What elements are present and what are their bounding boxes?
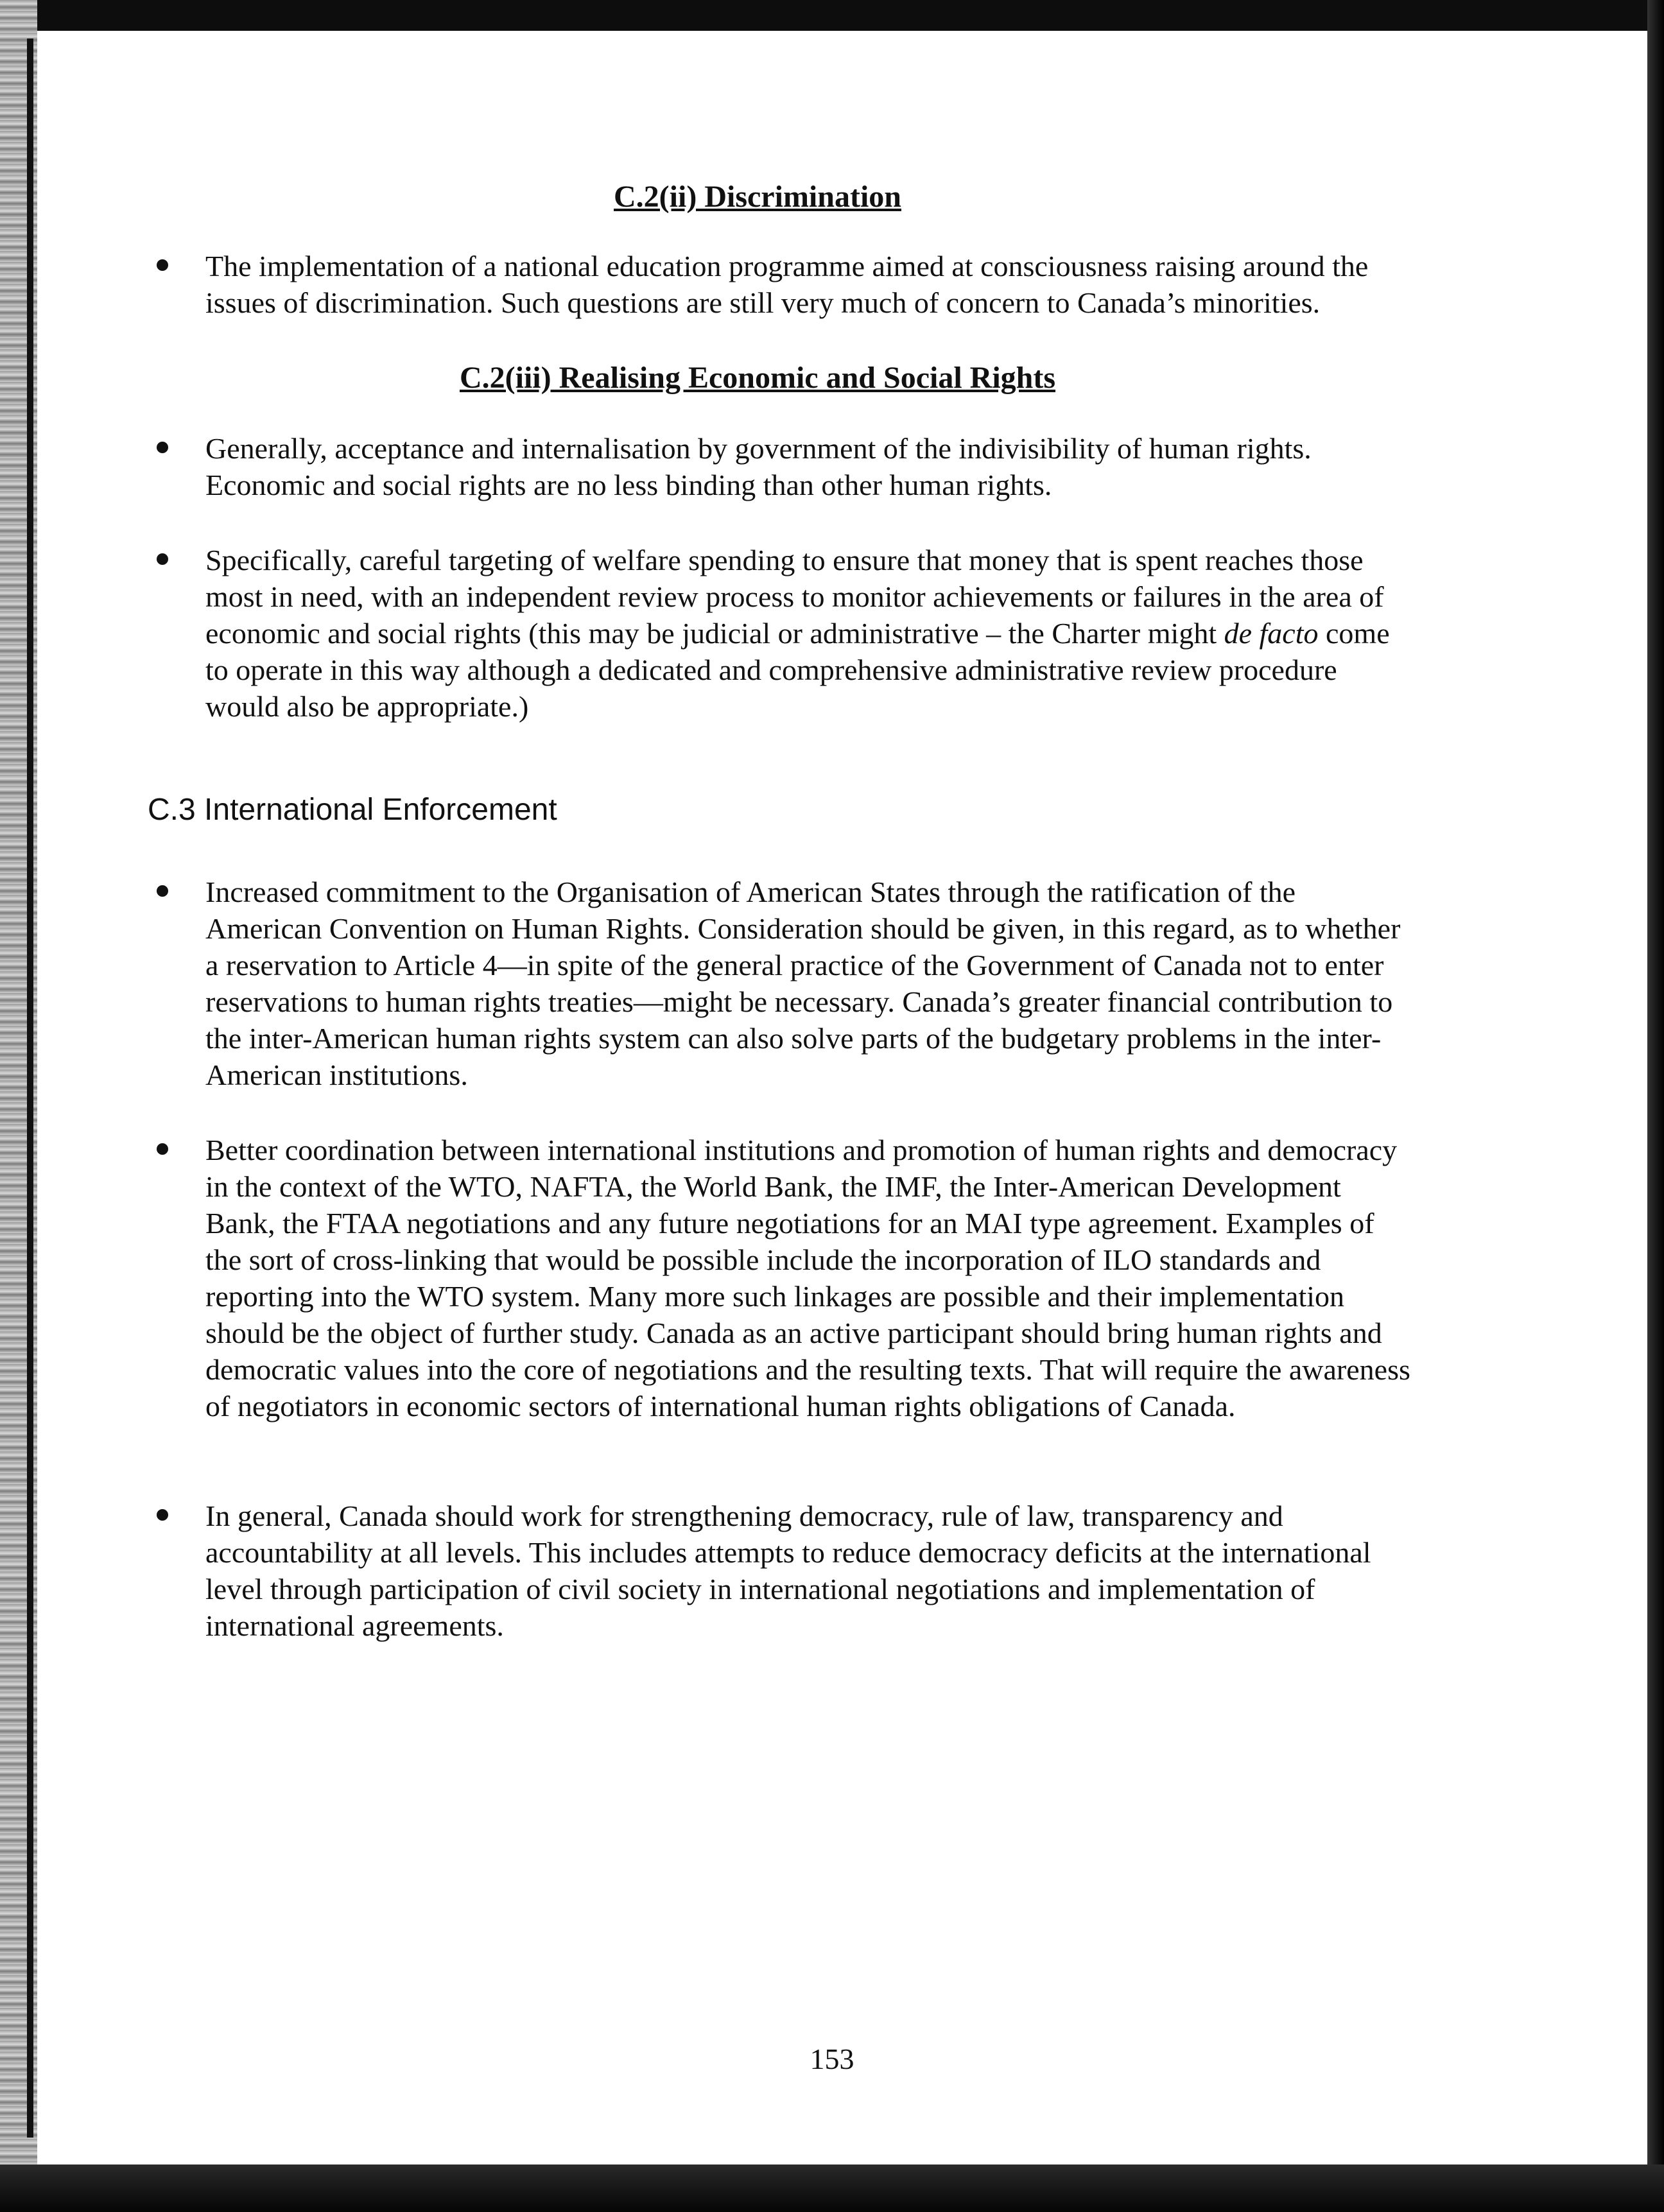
bullet-economic-2: [148, 542, 1412, 725]
bullet-dot: [157, 259, 168, 271]
heading-economic-social-rights: C.2(iii) Realising Economic and Social Rights: [459, 361, 1056, 395]
scan-left-rule: [27, 39, 33, 2138]
scan-top-border: [0, 0, 1664, 31]
page-number: 153: [810, 2043, 854, 2075]
bullet-international-1: [148, 874, 1412, 1093]
bullet-international-2: [148, 1132, 1412, 1424]
scan-right-border: [1647, 0, 1664, 2212]
bullet-text: In general, Canada should work for strengthening democracy, rule of law, transparency and accountability at all levels. This includes attempts to reduce democracy deficits at the international level through participation of civil society in international negotiations and implementation of international agreements.: [205, 1499, 1371, 1642]
scan-bottom-border: [0, 2164, 1664, 2212]
bullet-discrimination-1: [148, 248, 1412, 321]
bullet-dot: [157, 1509, 168, 1521]
bullet-dot: [157, 885, 168, 897]
bullet-text-italic: de facto: [1224, 617, 1319, 650]
bullet-dot: [157, 1143, 168, 1155]
bullet-dot: [157, 442, 168, 453]
bullet-dot: [157, 553, 168, 565]
bullet-text-part: Specifically, careful targeting of welfare spending to ensure that money that is spent reaches those most in need, with an independent review process to monitor achievements or failures in the area of economic and social rights (this may be judicial or administrative – the Charter might: [205, 544, 1384, 650]
bullet-text: Better coordination between international institutions and promotion of human rights and democracy in the context of the WTO, NAFTA, the World Bank, the IMF, the Inter-American Development Bank, the FTAA negotiations and any future negotiations for an MAI type agreement. Examples of the sort of cross-linking that would be possible include the incorporation of ILO standards and reporting into the WTO system. Many more such linkages are possible and their implementation should be the object of further study. Canada as an active participant should bring human rights and democratic values into the core of negotiations and the resulting texts. That will require the awareness of negotiators in economic sectors of international human rights obligations of Canada.: [205, 1134, 1410, 1422]
bullet-economic-1: [148, 430, 1412, 503]
bullet-international-3: [148, 1498, 1412, 1644]
document-page: [148, 167, 1410, 1682]
heading-discrimination: C.2(ii) Discrimination: [614, 180, 901, 214]
bullet-text: The implementation of a national education programme aimed at consciousness raising around the issues of discrimination. Such questions are still very much of concern to Canada’s minorities.: [205, 250, 1369, 319]
bullet-text: Increased commitment to the Organisation of American States through the ratification of the American Convention on Human Rights. Consideration should be given, in this regard, as to whether a reservation to Article 4—in spite of the general practice of the Government of Canada not to enter reservations to human rights treaties—might be necessary. Canada’s greater financial contribution to the inter-American human rights system can also solve parts of the budgetary problems in the inter-American institutions.: [205, 876, 1401, 1091]
bullet-text: Generally, acceptance and internalisation by government of the indivisibility of human rights. Economic and social rights are no less binding than other human rights.: [205, 432, 1312, 501]
bullet-text-part: come to operate in this way although a dedicated and comprehensive administrative review procedure would also be appropriate.): [205, 617, 1390, 723]
heading-international-enforcement: C.3 International Enforcement: [148, 793, 557, 827]
